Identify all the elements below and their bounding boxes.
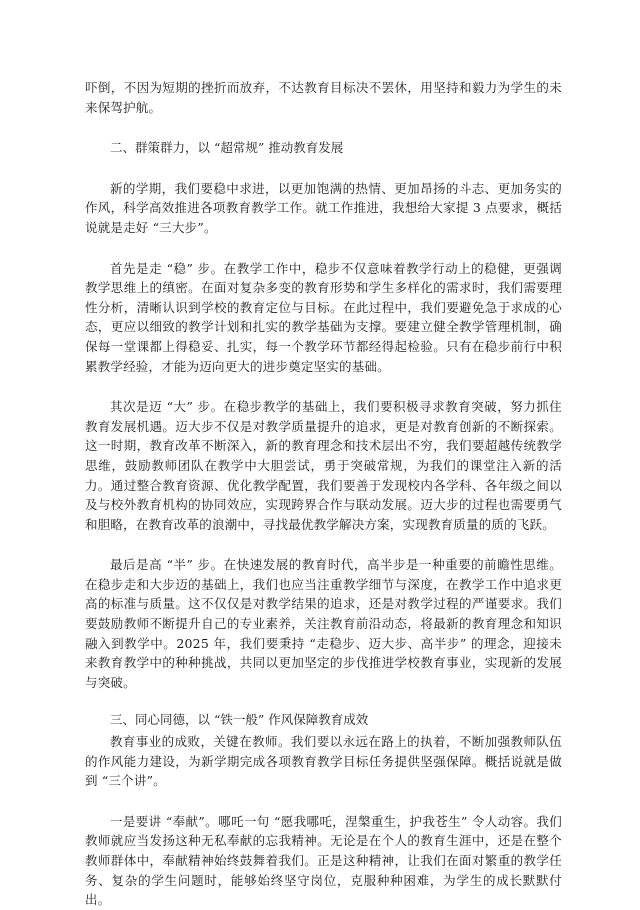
section-heading-2: 二、群策群力，以 “超常规” 推动教育发展: [110, 140, 344, 156]
paragraph-big-step: 其次是迈 “大” 步。在稳步教学的基础上，我们要积极寻求教育突破，努力抓住教育发展机遇。迈大步不仅是对教学质量提升的追求，更是对教育创新的不断探索。这一时期，教育改革不断深入，新的教育理念和技术层出不穷，我们要超越传统教学思维，鼓励教师团队在教学中大胆尝试，勇于突破常规，为我们的课堂注入新的活力。通过整合教育资源、优化教学配置，我们要善于发现校内各学科、各年级之间以及与校外教育机构的协同效应，实现跨界合作与联动发展。迈大步的过程也需要勇气和胆略，在教育改革的浪潮中，寻找最优教学解决方案，实现教育质量的质的飞跃。: [85, 399, 562, 532]
paragraph-dedication: 一是要讲 “奉献”。哪吒一句 “愿我哪吒，涅槃重生，护我苍生” 令人动容。我们教师就应当发扬这种无私奉献的忘我精神。无论是在个人的教育生涯中，还是在整个教师群体中，奉献精神始终鼓舞着我们。正是这种精神，让我们在面对繁重的教学任务、复杂的学生问题时，能够始终坚守岗位，克服种种困难，为学生的成长默默付出。: [85, 813, 562, 908]
paragraph-teachers: 教育事业的成败，关键在教师。我们要以永远在路上的执着，不断加强教师队伍的作风能力建设，为新学期完成各项教育教学目标任务提供坚强保障。概括说就是做到 “三个讲”。: [85, 734, 562, 789]
paragraph-half-step: 最后是高 “半” 步。在快速发展的教育时代，高半步是一种重要的前瞻性思维。在稳步走和大步迈的基础上，我们也应当注重教学细节与深度，在教学工作中追求更高的标准与质量。这不仅仅是对教学结果的追求，还是对教学过程的严谨要求。我们要鼓励教师不断提升自己的专业素养，关注教育前沿动态，将最新的教育理念和知识融入到教学中。2025 年，我们要秉持 “走稳步、迈大步、高半步” 的理念，迎接未来教育教学中的种种挑战，共同以更加坚定的步伐推进学校教育事业，实现新的发展与突破。: [85, 557, 562, 690]
paragraph-continuation: 吓倒，不因为短期的挫折而放弃，不达教育目标决不罢休，用坚持和毅力为学生的未来保驾护航。: [85, 80, 562, 115]
paragraph-steady-step: 首先是走 “稳” 步。在教学工作中，稳步不仅意味着教学行动上的稳健，更强调教学思维上的缜密。在面对复杂多变的教育形势和学生多样化的需求时，我们需要理性分析，清晰认识到学校的教育定位与目标。在此过程中，我们要避免急于求成的心态，更应以细致的教学计划和扎实的教学基础为支撑。要建立健全教学管理机制，确保每一堂课都上得稳妥、扎实，每一个教学环节都经得起检验。只有在稳步前行中积累教学经验，才能为迈向更大的进步奠定坚实的基础。: [85, 260, 562, 374]
paragraph-new-semester: 新的学期，我们要稳中求进，以更加饱满的热情、更加昂扬的斗志、更加务实的作风，科学高效推进各项教育教学工作。就工作推进，我想给大家提 3 点要求，概括说就是走好 “三大步”。: [85, 180, 562, 235]
section-heading-3: 三、同心同德，以 “铁一般” 作风保障教育成效: [110, 712, 369, 728]
